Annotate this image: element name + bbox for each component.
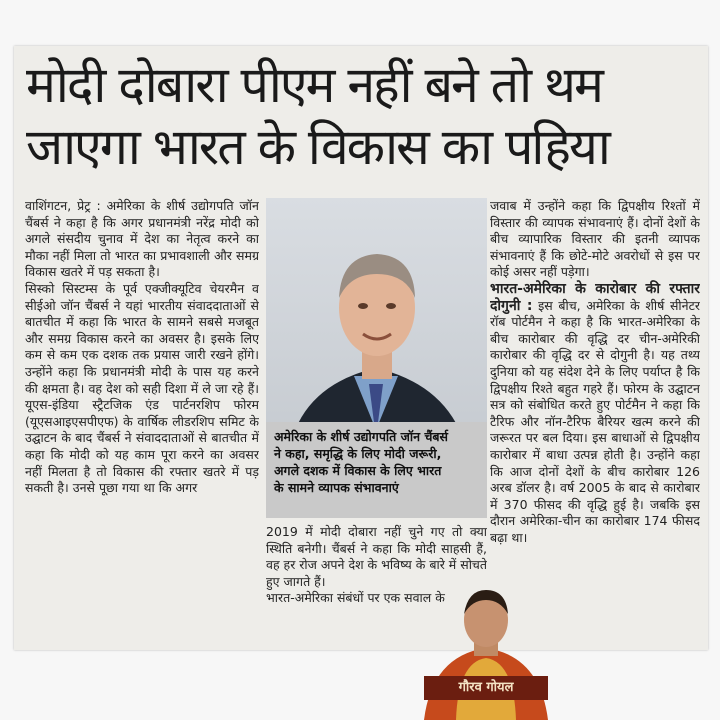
article-column-3 (490, 198, 700, 644)
caption-line: अमेरिका के शीर्ष उद्योगपति जॉन चैंबर्स (274, 429, 448, 444)
paragraph: जवाब में उन्होंने कहा कि द्विपक्षीय रिश्तों में विस्तार की व्यापक संभावनाएं हैं। दोनों देशों के बीच व्यापारिक विस्तार की इतनी व्यापक संभावनाएं हैं कि छोटे-मोटे अवरोधों से इस पर कोई असर नहीं पड़ेगा। (490, 198, 700, 280)
paragraph: सिस्को सिस्टम्स के पूर्व एक्जीक्यूटिव चेयरमैन व सीईओ जॉन चैंबर्स ने यहां भारतीय संवाददाताओं से बातचीत में कहा कि भारत के सामने सबसे मजबूत और समग्र विकास करने का अवसर है। इसके लिए कम से कम एक दशक तक प्रयास जारी रखने होंगे। उन्होंने कहा कि प्रधानमंत्री मोदी के पास यह करने की क्षमता है। वह देश को सही दिशा में ले जा रहे हैं। यूएस-इंडिया स्ट्रैटजिक एंड पार्टनरशिप फोरम (यूएसआइएसपीएफ) के वार्षिक लीडरशिप समिट के उद्घाटन के बाद चैंबर्स ने संवाददाताओं से बातचीत में कहा कि मोदी को यह काम पूरा करने का अवसर नहीं मिलता है तो विकास की रफ्तार खतरे में पड़ सकती है। उनसे पूछा गया था कि अगर (25, 280, 259, 496)
photo-caption (266, 422, 487, 518)
watermark-badge (424, 586, 548, 720)
paragraph: 2019 में मोदी दोबारा नहीं चुने गए तो क्या स्थिति बनेगी। चैंबर्स ने कहा कि मोदी साहसी हैं, वह हर रोज अपने देश के भविष्य के बारे में सोचते हुए जागते हैं। (266, 524, 487, 589)
paragraph: वाशिंगटन, प्रेट्र : अमेरिका के शीर्ष उद्योगपति जॉन चैंबर्स ने कहा है कि अगर प्रधानमंत्री नरेंद्र मोदी को अगले संसदीय चुनाव में देश का नेतृत्व करने का मौका नहीं मिला तो भारत का प्रभावशाली और समग्र विकास खतरे में पड़ सकता है। (25, 198, 259, 280)
newspaper-clipping (14, 46, 708, 650)
article-column-1 (25, 198, 259, 644)
caption-line: ने कहा, समृद्धि के लिए मोदी जरूरी, (274, 446, 442, 461)
paragraph-text: इस बीच, अमेरिका के शीर्ष सीनेटर रॉब पोर्टमैन ने कहा है कि भारत-अमेरिका के बीच कारोबार की वृद्धि दर चीन-अमेरिकी कारोबार की वृद्धि दर से दोगुनी है। यह तथ्य दुनिया को यह संदेश देने के लिए पर्याप्त है कि द्विपक्षीय रिश्ते बहुत गहरे हैं। फोरम के उद्घाटन सत्र को संबोधित करते हुए पोर्टमैन ने कहा कि टैरिफ और नॉन-टैरिफ बैरियर खत्म करने की जरूरत पर बल दिया। इस बाधाओं से द्विपक्षीय कारोबार में बाधा उत्पन्न होती है। उन्होंने कहा कि आज दोनों देशों के बीच कारोबार 126 अरब डॉलर है। वर्ष 2005 के बाद से कारोबार में 370 फीसद की वृद्धि हुई है। जबकि इस दौरान अमेरिका-चीन का कारोबार 174 फीसद बढ़ा था। (490, 297, 700, 545)
caption-line: अगले दशक में विकास के लिए भारत (274, 463, 442, 478)
caption-line: के सामने व्यापक संभावनाएं (274, 480, 399, 495)
subheading: भारत-अमेरिका के कारोबार की रफ्तार दोगुनी : (490, 280, 700, 314)
paragraph: भारत-अमेरिका संबंधों पर एक सवाल के (266, 590, 445, 606)
headline-line-2: जाएगा भारत के विकास का पहिया (26, 118, 609, 176)
headline (26, 54, 696, 178)
headline-line-1: मोदी दोबारा पीएम नहीं बने तो थम (26, 56, 602, 114)
paragraph (490, 281, 700, 547)
watermark-name: गौरव गोयल (424, 676, 548, 700)
